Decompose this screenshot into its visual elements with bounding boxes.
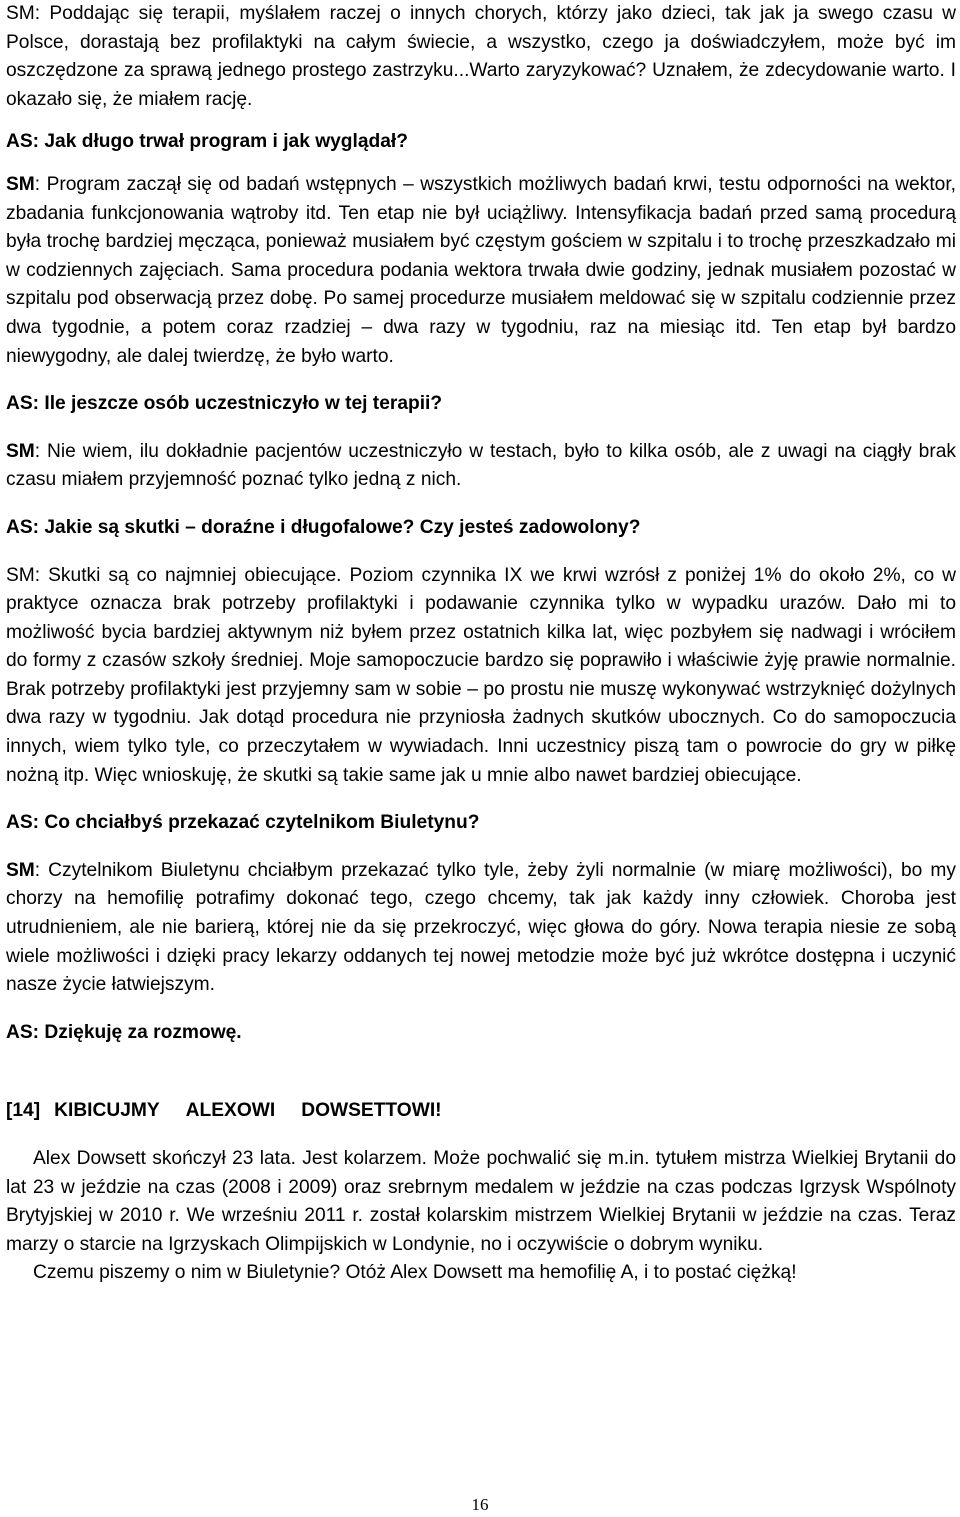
question-1: AS: Jak długo trwał program i jak wyglądał?: [6, 131, 408, 153]
section-number: [14]: [6, 1100, 41, 1122]
question-2: AS: Ile jeszcze osób uczestniczyło w tej terapii?: [6, 393, 443, 415]
speaker-label: SM: [6, 564, 35, 586]
answer-1: [6, 171, 956, 371]
question-3: AS: Jakie są skutki – doraźne i długofalowe? Czy jesteś zadowolony?: [6, 516, 641, 538]
answer-3: [6, 562, 956, 791]
section-heading: [6, 1097, 956, 1126]
answer-4-text: : Czytelnikom Biuletynu chciałbym przekazać tylko tyle, żeby żyli normalnie (w miarę możliwości), bo my chorzy na hemofilię potrafimy dokonać tego, czego chcemy, tak jak każdy inny człowiek. Choroba jest utrudnieniem, ale nie barierą, której nie da się przekroczyć, więc głowa do góry. Nowa terapia niesie ze sobą wiele możliwości i dzięki pracy lekarzy oddanych tej nowej metodzie może być już wkrótce dostępna i uczynić nasze życie łatwiejszym.: [6, 859, 956, 996]
question-4: AS: Co chciałbyś przekazać czytelnikom Biuletynu?: [6, 812, 480, 834]
answer-2: [6, 438, 956, 495]
page-number: 16: [471, 1495, 489, 1514]
interview-paragraph-1: SM: Poddając się terapii, myślałem raczej o innych chorych, którzy jako dzieci, tak jak ja swego czasu w Polsce, dorastają bez profilaktyki na całym świecie, a wszystko, czego ja doświadczyłem, może być im oszczędzone za sprawą jednego prostego zastrzyku...Warto zaryzykować? Uznałem, że zdecydowanie warto. I okazało się, że miałem rację.: [6, 3, 956, 110]
answer-1-text: : Program zaczął się od badań wstępnych – wszystkich możliwych badań krwi, testu odporności na wektor, zbadania funkcjonowania wątroby itd. Ten etap nie był uciążliwy. Intensyfikacja badań przed samą procedurą była trochę bardziej męcząca, ponieważ musiałem być częstym gościem w szpitalu i to trochę przeszkadzało mi w codziennych zajęciach. Sama procedura podania wektora trwała dwie godziny, jednak musiałem pozostać w szpitalu pod obserwacją przez dobę. Po samej procedurze musiałem meldować się w szpitalu codziennie przez dwa tygodnie, a potem coraz rzadziej – dwa razy w tygodniu, raz na miesiąc itd. Ten etap był bardzo niewygodny, ale dalej twierdzę, że było warto.: [6, 173, 956, 367]
answer-3-text: : Skutki są co najmniej obiecujące. Poziom czynnika IX we krwi wzrósł z poniżej 1% do około 2%, co w praktyce oznacza brak potrzeby profilaktyki i podawanie czynnika tylko w wypadku urazów. Dało mi to możliwość bycia bardziej aktywnym niż byłem przez ostatnich kilka lat, więc pozbyłem się nadwagi i wróciłem do formy z czasów szkoły średniej. Moje samopoczucie bardzo się poprawiło i właściwie żyję prawie normalnie. Brak potrzeby profilaktyki jest przyjemny sam w sobie – po prostu nie muszę wykonywać wstrzyknięć dożylnych dwa razy w tygodniu. Jak dotąd procedura nie przyniosła żadnych skutków ubocznych. Co do samopoczucia innych, wiem tylko tyle, co przeczytałem w wywiadach. Inni uczestnicy piszą tam o powrocie do gry w piłkę nożną itp. Więc wnioskuję, że skutki są takie same jak u mnie albo nawet bardziej obiecujące.: [6, 564, 956, 786]
section-heading-word: KIBICUJMY: [54, 1100, 160, 1122]
speaker-label: SM: [6, 859, 35, 881]
answer-4: [6, 857, 956, 1000]
closing-line: AS: Dziękuję za rozmowę.: [6, 1021, 242, 1043]
article-paragraph-1: Alex Dowsett skończył 23 lata. Jest kolarzem. Może pochwalić się m.in. tytułem mistrza Wielkiej Brytanii do lat 23 w jeździe na czas (2008 i 2009) oraz srebrnym medalem w jeździe na czas podczas Igrzysk Wspólnoty Brytyjskiej w 2010 r. We wrześniu 2011 r. został kolarskim mistrzem Wielkiej Brytanii w jeździe na czas. Teraz marzy o starcie na Igrzyskach Olimpijskich w Londynie, no i oczywiście o dobrym wyniku.: [6, 1148, 956, 1255]
speaker-label: SM: [6, 440, 35, 462]
article-paragraph-2: Czemu piszemy o nim w Biuletynie? Otóż Alex Dowsett ma hemofilię A, i to postać ciężką!: [33, 1262, 797, 1284]
speaker-label: SM: [6, 173, 35, 195]
section-heading-word: DOWSETTOWI!: [301, 1100, 442, 1122]
answer-2-text: : Nie wiem, ilu dokładnie pacjentów uczestniczyło w testach, było to kilka osób, ale z uwagi na ciągły brak czasu miałem przyjemność poznać tylko jedną z nich.: [6, 440, 956, 491]
section-heading-word: ALEXOWI: [185, 1100, 276, 1122]
